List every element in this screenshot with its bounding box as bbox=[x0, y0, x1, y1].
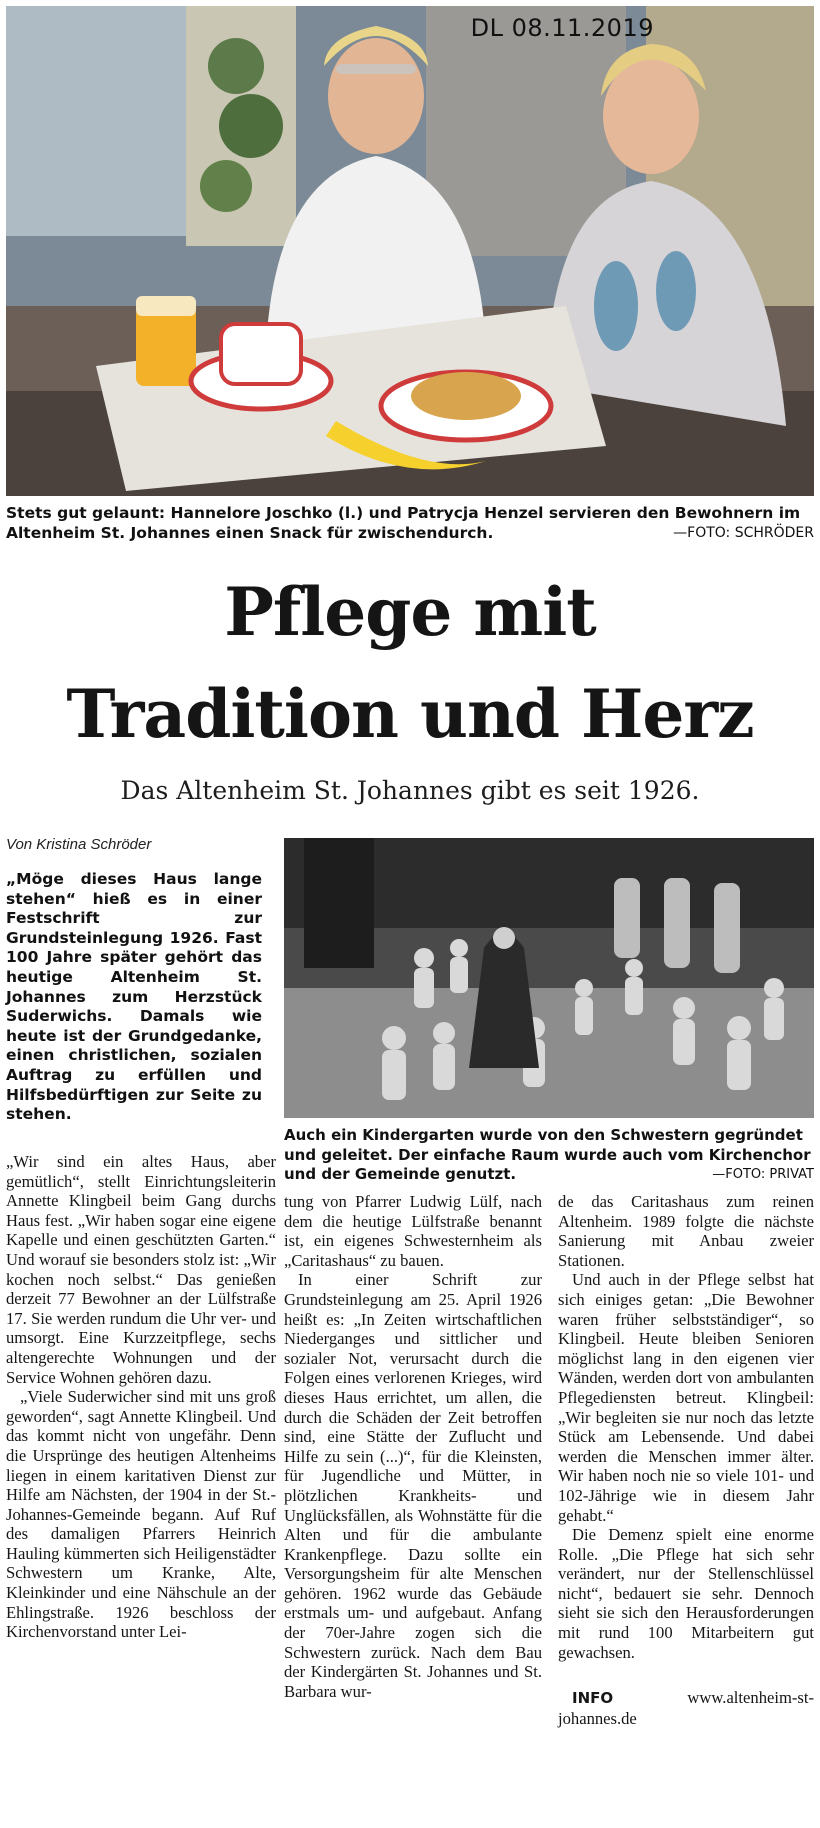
byline: Von Kristina Schröder bbox=[6, 836, 152, 853]
historical-photo bbox=[284, 838, 814, 1118]
top-photo-credit: —FOTO: SCHRÖDER bbox=[673, 525, 814, 541]
col2-paragraph-2: In einer Schrift zur Grundsteinlegung am 25. April 1926 heißt es: „In Zeiten wirtschaftlichen Niederganges und sittlicher und sozialer Not, verursacht durch die Folgen eines verlorenen Krieges, wird dieses Haus errichtet, um allen, die durch die Schäden der Zeit betroffen sind, eine Stätte der Zuflucht und Hilfe zu sein (...)“, für die Kleinsten, für Jugendliche und Mütter, in plötzlichen Krankheits- und Unglücksfällen, als Wohnstätte für die Alten und für die ambulante Krankenpflege. Dazu sollte ein Versorgungsheim für alte Menschen gehören. 1962 wurde das Gebäude erstmals um- und aufgebaut. Anfang der 70er-Jahre zogen sich die Schwestern zurück. Nach dem Bau der Kindergärten St. Johannes und St. Barbara wur- bbox=[284, 1270, 542, 1701]
headline-line-2: Tradition und Herz bbox=[66, 675, 754, 753]
info-label: INFO bbox=[572, 1689, 614, 1708]
historical-photo-caption bbox=[284, 1126, 814, 1185]
article-column-2 bbox=[284, 1192, 542, 1701]
subheadline: Das Altenheim St. Johannes gibt es seit 1926. bbox=[120, 776, 700, 805]
info-link[interactable]: www.altenheim-st-johannes.de bbox=[558, 1688, 814, 1728]
top-photo-illustration bbox=[6, 6, 814, 496]
top-photo-caption-text: Stets gut gelaunt: Hannelore Joschko (l.) und Patrycja Henzel servieren den Bewohnern im Altenheim St. Johannes einen Snack für zwischendurch. bbox=[6, 504, 801, 542]
col3-paragraph-1: de das Caritashaus zum reinen Altenheim. 1989 folgte die nächste Sanierung mit Anbau zweier Stationen. bbox=[558, 1192, 814, 1270]
col2-paragraph-1: tung von Pfarrer Ludwig Lülf, nach dem die heutige Lülfstraße benannt ist, ein eigenes Schwesternheim als „Caritashaus“ zu bauen. bbox=[284, 1192, 542, 1270]
col1-paragraph-2: „Viele Suderwicher sind mit uns groß geworden“, sagt Annette Klingbeil. Und das kommt nicht von ungefähr. Denn die Ursprünge des heutigen Altenheims liegen in einem karitativen Dienst zur Hilfe am Nächsten, der 1904 in der St.-Johannes-Gemeinde begann. Auf Ruf des damaligen Pfarrers Heinrich Hauling kümmerten sich Heiligenstädter Schwestern um Kranke, Alte, Kleinkinder und eine Nähschule an der Ehlingstraße. 1926 beschloss der Kirchenvorstand unter Lei- bbox=[6, 1387, 276, 1642]
historical-photo-illustration bbox=[284, 838, 814, 1118]
headline-line-1: Pflege mit bbox=[224, 573, 596, 651]
col3-paragraph-3: Die Demenz spielt eine enorme Rolle. „Die Pflege hat sich sehr verändert, nur der Stellenschlüssel nicht“, bedauert sie sehr. Dennoch sieht sie sich den Herausforderungen mit rund 100 Mitarbeitern gut gewachsen. bbox=[558, 1525, 814, 1662]
historical-photo-caption-text: Auch ein Kindergarten wurde von den Schwestern gegründet und geleitet. Der einfache Raum wurde auch vom Kirchenchor und der Gemeinde genutzt. bbox=[284, 1126, 811, 1183]
info-box bbox=[558, 1688, 814, 1728]
lead-paragraph: „Möge dieses Haus lange stehen“ hieß es in einer Festschrift zur Grundsteinlegung 1926. Fast 100 Jahre später gehört das heutige Altenheim St. Johannes zum Herzstück Suderwichs. Damals wie heute ist der Grundgedanke, einen christlichen, sozialen Auftrag zu erfüllen und Hilfsbedürftigen zur Seite zu stehen. bbox=[6, 870, 262, 1124]
col1-paragraph-1: „Wir sind ein altes Haus, aber gemütlich“, stellt Einrichtungsleiterin Annette Klingbeil beim Gang durchs Haus fest. „Wir haben sogar eine eigene Kapelle und einen geschützten Garten.“ Und worauf sie besonders stolz ist: „Wir kochen noch selbst.“ Das genießen derzeit 77 Bewohner an der Lülfstraße 17. Sie werden rundum die Uhr ver- und umsorgt. Eine Kurzzeitpflege, sechs altengerechte Wohnungen und der Service Wohnen gehören dazu. bbox=[6, 1152, 276, 1387]
article-column-3 bbox=[558, 1192, 814, 1728]
article-column-1 bbox=[6, 1152, 276, 1642]
col3-paragraph-2: Und auch in der Pflege selbst hat sich einiges getan: „Die Bewohner waren früher selbstständiger“, so Klingbeil. Heute bleiben Senioren möglichst lang in den eigenen vier Wänden, werden dort von ambulanten Pflegediensten betreut. Klingbeil: „Wir begleiten sie nur noch das letzte Stück am Lebensende. Und dabei werden die Menschen immer älter. Wir haben noch nie so viele 101- und 102-Jährige wie in diesem Jahr gehabt.“ bbox=[558, 1270, 814, 1525]
top-photo bbox=[6, 6, 814, 496]
historical-photo-credit: —FOTO: PRIVAT bbox=[712, 1167, 814, 1182]
top-photo-caption bbox=[6, 503, 814, 543]
dateline: DL 08.11.2019 bbox=[470, 14, 654, 42]
